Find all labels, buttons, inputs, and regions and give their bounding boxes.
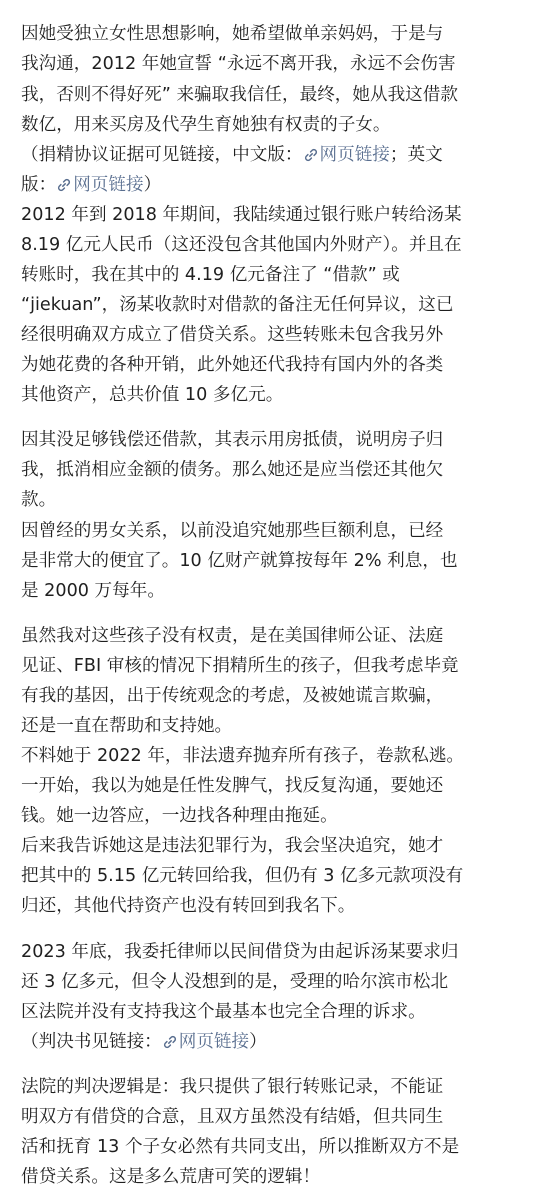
text-line: 其他资产，总共价值 10 多亿元。 xyxy=(21,385,284,405)
text-line: 明双方有借贷的合意，且双方虽然没有结婚，但共同生 xyxy=(21,1107,444,1127)
text-line: 借贷关系。这是多么荒唐可笑的逻辑！ xyxy=(21,1167,321,1187)
link-icon xyxy=(162,1034,178,1050)
text-span: 版： xyxy=(21,175,57,195)
text-line: 8.19 亿元人民币（这还没包含其他国内外财产）。并且在 xyxy=(21,235,462,255)
text-line: 数亿，用来买房及代孕生育她独有权责的子女。 xyxy=(21,115,391,135)
text-line: 是 2000 万每年。 xyxy=(21,581,165,601)
text-line: 经很明确双方成立了借贷关系。这些转账未包含我另外 xyxy=(21,325,444,345)
text-line: 虽然我对这些孩子没有权责，是在美国律师公证、法庭 xyxy=(21,626,444,646)
text-line: 因其没足够钱偿还借款，其表示用房抵债，说明房子归 xyxy=(21,430,444,450)
text-line: 还 3 亿多元，但令人没想到的是，受理的哈尔滨市松北 xyxy=(21,972,449,992)
text-line: 为她花费的各种开销，此外她还代我持有国内外的各类 xyxy=(21,355,444,375)
text-line: 是非常大的便宜了。10 亿财产就算按每年 2% 利息，也 xyxy=(21,551,458,571)
web-link-chinese[interactable] xyxy=(303,145,390,165)
text-line: 见证、FBI 审核的情况下捐精所生的孩子，但我考虑毕竟 xyxy=(21,656,459,676)
link-label: 网页链接 xyxy=(73,175,144,195)
text-line: 法院的判决逻辑是：我只提供了银行转账记录，不能证 xyxy=(21,1077,444,1097)
text-line: 还是一直在帮助和支持她。 xyxy=(21,716,233,736)
text-line: 2023 年底，我委托律师以民间借贷为由起诉汤某要求归 xyxy=(21,942,459,962)
text-line xyxy=(21,1028,526,1056)
text-line xyxy=(21,141,526,169)
text-line: 把其中的 5.15 亿元转回给我，但仍有 3 亿多元款项没有 xyxy=(21,866,464,886)
text-line: 因曾经的男女关系，以前没追究她那些巨额利息，已经 xyxy=(21,521,444,541)
text-line xyxy=(21,171,526,199)
text-line: 后来我告诉她这是违法犯罪行为，我会坚决追究，她才 xyxy=(21,836,444,856)
text-line: “jiekuan”，汤某收款时对借款的备注无任何异议，这已 xyxy=(21,295,454,315)
text-line: 转账时，我在其中的 4.19 亿元备注了 “借款” 或 xyxy=(21,265,400,285)
text-line: 我，否则不得好死” 来骗取我信任，最终，她从我这借款 xyxy=(21,85,458,105)
text-span: ；英文 xyxy=(389,145,443,165)
text-line: 我沟通，2012 年她宣誓 “永远不离开我，永远不会伤害 xyxy=(21,54,456,74)
text-line: 款。 xyxy=(21,490,57,510)
text-line: 有我的基因，出于传统观念的考虑，及被她谎言欺骗， xyxy=(21,686,444,706)
link-label: 网页链接 xyxy=(178,1032,250,1052)
text-span: （捐精协议证据可见链接，中文版： xyxy=(21,145,303,165)
text-line: 因她受独立女性思想影响，她希望做单亲妈妈，于是与 xyxy=(21,24,444,44)
link-label: 网页链接 xyxy=(319,145,390,165)
text-line: 不料她于 2022 年，非法遗弃抛弃所有孩子，卷款私逃。 xyxy=(21,746,465,766)
text-line: 钱。她一边答应，一边找各种理由拖延。 xyxy=(21,806,338,826)
text-line: 我，抵消相应金额的债务。那么她还是应当偿还其他欠 xyxy=(21,460,444,480)
text-line: 2012 年到 2018 年期间，我陆续通过银行账户转给汤某 xyxy=(21,205,462,225)
text-line: 归还，其他代持资产也没有转回到我名下。 xyxy=(21,896,356,916)
text-line: 一开始，我以为她是任性发脾气，找反复沟通，要她还 xyxy=(21,776,444,796)
link-icon xyxy=(56,177,72,193)
text-line: 区法院并没有支持我这个最基本也完全合理的诉求。 xyxy=(21,1002,426,1022)
link-icon xyxy=(303,147,319,163)
text-line: 活和抚育 13 个子女必然有共同支出，所以推断双方不是 xyxy=(21,1137,460,1157)
web-link-english[interactable] xyxy=(56,175,143,195)
text-span: （判决书见链接： xyxy=(21,1032,162,1052)
web-link-judgment[interactable] xyxy=(162,1032,249,1052)
text-span: ） xyxy=(249,1032,267,1052)
text-span: ） xyxy=(143,175,162,195)
